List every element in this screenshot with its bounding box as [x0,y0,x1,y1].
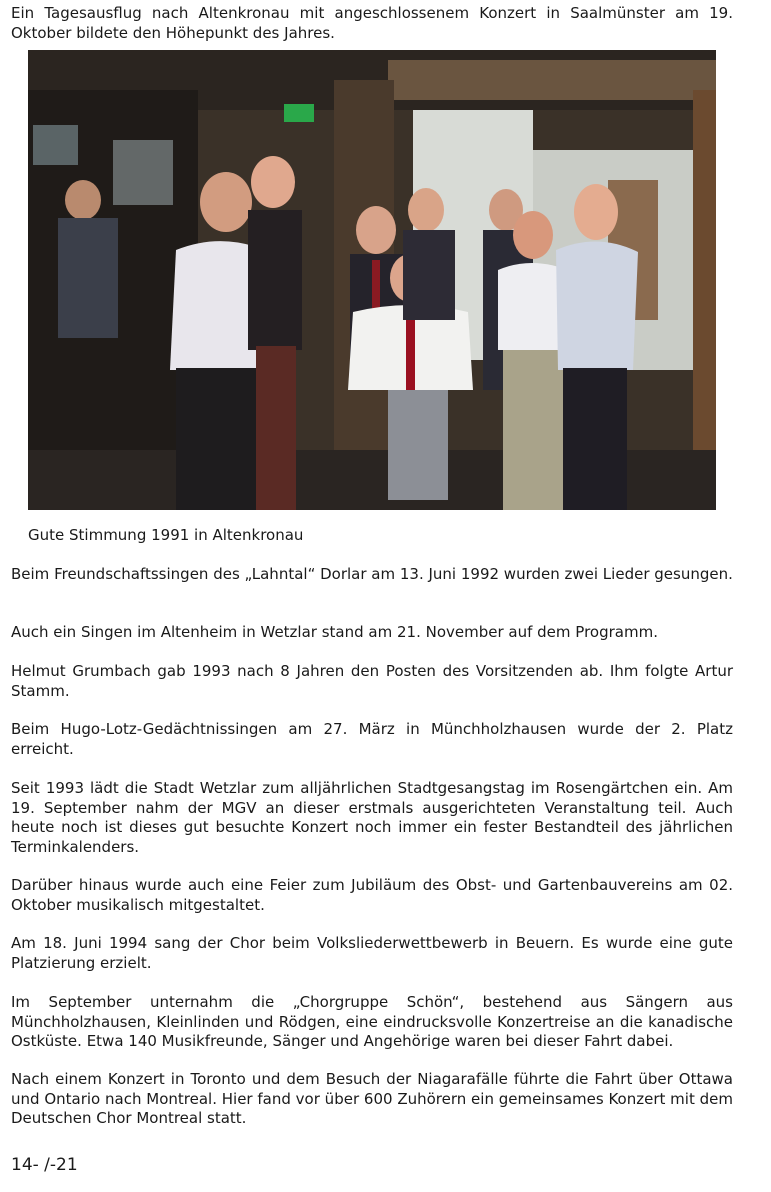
paragraph-stadtgesangstag: Seit 1993 lädt die Stadt Wetzlar zum alljährlichen Stadtgesangstag im Rosengärtchen ein. Am 19. September nahm der MGV an dieser erstmals ausgerichteten Veranstaltung teil. Auch heute noch ist dieses gut besuchte Konzert noch immer ein fester Bestandteil des jährlichen Terminkalenders. [11,779,733,856]
paragraph-chairman: Helmut Grumbach gab 1993 nach 8 Jahren den Posten des Vorsitzenden ab. Ihm folgte Artur Stamm. [11,662,733,700]
group-photo [28,50,716,510]
paragraph-chorgruppe: Im September unternahm die „Chorgruppe Schön“, bestehend aus Sängern aus Münchholzhausen, Kleinlinden und Rödgen, eine eindrucksvolle Konzertreise an die kanadische Ostküste. Etwa 140 Musikfreunde, Sänger und Angehörige waren bei dieser Fahrt dabei. [11,993,733,1050]
paragraph-beuern: Am 18. Juni 1994 sang der Chor beim Volksliederwettbewerb in Beuern. Es wurde eine gute Platzierung erzielt. [11,934,733,972]
paragraph-excursion: Ein Tagesausflug nach Altenkronau mit angeschlossenem Konzert in Saalmünster am 19. Oktober bildete den Höhepunkt des Jahres. [11,4,733,42]
page-number: 14- /-21 [11,1155,78,1175]
paragraph-dorlar: Beim Freundschaftssingen des „Lahntal“ Dorlar am 13. Juni 1992 wurden zwei Lieder gesungen. [11,565,733,583]
paragraph-hugo-lotz: Beim Hugo-Lotz-Gedächtnissingen am 27. März in Münchholzhausen wurde der 2. Platz erreicht. [11,720,733,758]
paragraph-altenheim: Auch ein Singen im Altenheim in Wetzlar stand am 21. November auf dem Programm. [11,623,658,641]
photo-caption: Gute Stimmung 1991 in Altenkronau [28,526,304,544]
paragraph-gartenbauverein: Darüber hinaus wurde auch eine Feier zum Jubiläum des Obst- und Gartenbauvereins am 02. Oktober musikalisch mitgestaltet. [11,876,733,914]
paragraph-montreal: Nach einem Konzert in Toronto und dem Besuch der Niagarafälle führte die Fahrt über Ottawa und Ontario nach Montreal. Hier fand vor über 600 Zuhörern ein gemeinsames Konzert mit dem Deutschen Chor Montreal statt. [11,1070,733,1127]
